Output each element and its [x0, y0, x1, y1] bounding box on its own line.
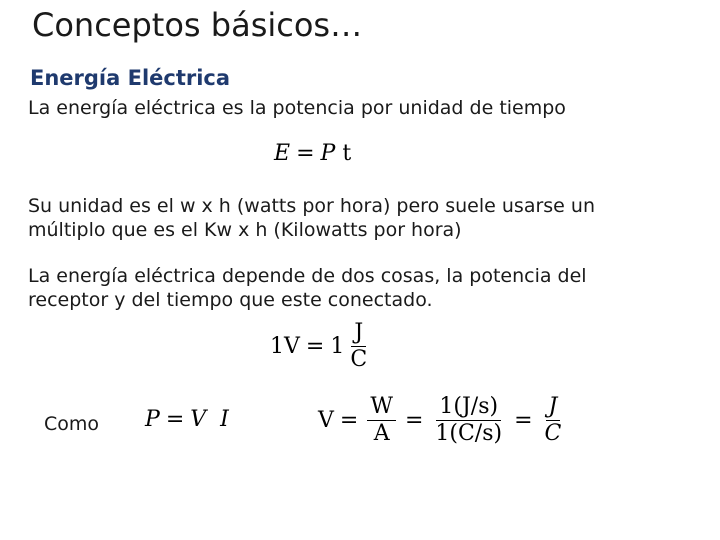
- paragraph-dependence-line2: receptor y del tiempo que este conectado.: [28, 289, 433, 311]
- eq4-fraction-1: [367, 394, 396, 447]
- eq4-f1-den: A: [373, 421, 390, 446]
- eq3-i: I: [220, 407, 229, 432]
- paragraph-definition: La energía eléctrica es la potencia por unidad de tiempo: [28, 97, 566, 119]
- eq1-t: t: [342, 141, 352, 166]
- paragraph-units-line2: múltiplo que es el Kw x h (Kilowatts por hora): [28, 219, 462, 241]
- eq4-f2-den: 1(C/s): [435, 421, 503, 446]
- equation-energy: [274, 141, 351, 166]
- eq2-fraction: [347, 320, 370, 373]
- equation-volt: [270, 320, 373, 373]
- eq4-equals-2: =: [404, 408, 424, 433]
- eq2-equals: =: [305, 334, 325, 359]
- eq1-p: P: [320, 141, 336, 166]
- paragraph-units: [28, 194, 595, 242]
- paragraph-dependence-line1: La energía eléctrica depende de dos cosas, la potencia del: [28, 265, 587, 287]
- eq3-lhs: P: [145, 407, 160, 432]
- eq4-lhs: V: [318, 408, 334, 433]
- eq2-num: J: [351, 320, 366, 347]
- eq2-den: C: [350, 347, 368, 372]
- eq4-f1-num: W: [367, 394, 396, 421]
- eq3-v: V: [190, 407, 207, 432]
- eq1-lhs: E: [274, 141, 291, 166]
- eq1-equals: =: [296, 141, 315, 166]
- eq4-equals-1: =: [339, 408, 359, 433]
- equation-power: [145, 407, 229, 432]
- eq3-equals: =: [165, 407, 185, 432]
- eq2-coef: 1: [330, 334, 345, 359]
- equation-volt-derivation: [318, 394, 567, 447]
- slide-title: Conceptos básicos…: [32, 6, 363, 44]
- eq4-f3-num: J: [546, 394, 561, 421]
- eq4-f2-num: 1(J/s): [436, 394, 501, 421]
- eq2-lhs: 1V: [270, 334, 300, 359]
- section-heading: Energía Eléctrica: [30, 66, 231, 90]
- eq4-equals-3: =: [514, 408, 533, 433]
- como-label: Como: [44, 413, 100, 435]
- paragraph-units-line1: Su unidad es el w x h (watts por hora) pero suele usarse un: [28, 195, 595, 217]
- eq4-fraction-2: [432, 394, 505, 447]
- eq4-fraction-3: [542, 394, 565, 447]
- paragraph-dependence: [28, 264, 587, 312]
- eq4-f3-den: C: [544, 421, 562, 446]
